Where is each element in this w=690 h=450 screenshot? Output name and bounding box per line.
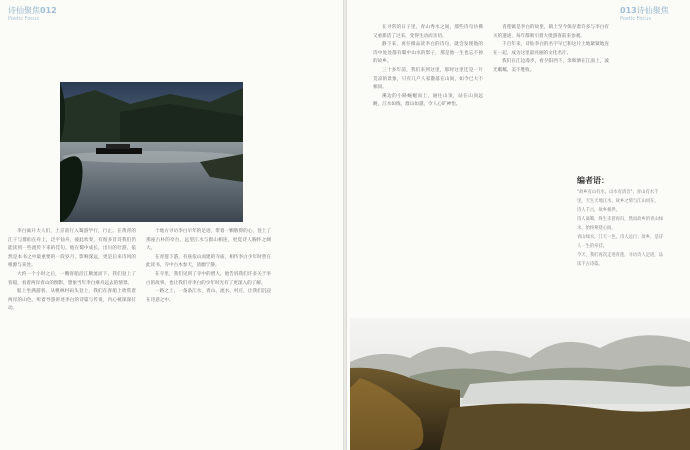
paragraph: 船上坐满游客，从桃林村码头登上，我们在客船上欣赏着两岸的山色，听着导游讲述李白的诗篇与传说，内心被深深打动。 xyxy=(8,289,136,312)
article-column-3 xyxy=(373,24,483,314)
note-line: 青山绿水，江天一色，诗人远行；故乡，是诗人一生的牵挂。 xyxy=(577,235,663,249)
mountain-lake-photo xyxy=(350,318,690,450)
note-line: 诗人千古，故乡相伴。 xyxy=(577,208,620,213)
header-left-number: 012 xyxy=(40,6,57,15)
note-line: 今天，我们再次走进青莲，寻访诗人足迹，品读千古诗篇。 xyxy=(577,253,663,267)
paragraph: 一路之上，一条条江水，青山、流水、村庄，让我们沉浸在诗意之中。 xyxy=(146,289,271,303)
article-column-1 xyxy=(8,228,136,423)
header-right xyxy=(620,6,669,24)
paragraph: 青莲镇是李白的故里，镇上至今保存着许多与李白有关的遗迹，每年都吸引着大批游客前来参观。 xyxy=(493,25,609,39)
article-column-2 xyxy=(146,228,271,423)
header-left-title: 诗仙聚焦 xyxy=(8,6,40,15)
header-right-number: 013 xyxy=(620,6,637,15)
paragraph: 三十多年前，我们来到这里，那时这里还是一片荒凉的景象，只有几户人家散落在山间，如今已大不相同。 xyxy=(373,67,483,91)
paragraph: 在寺里，我们见到了寺中的僧人，他告诉我们许多关于李白的故事，也让我们对李白的少年时光有了更深入的了解。 xyxy=(146,271,271,286)
paragraph: 我们在江边漫步，看夕阳西下，余晖洒在江面上，波光粼粼，美不胜收。 xyxy=(493,59,609,73)
paragraph: 千百年来，诗仙李白的名字早已和这片土地紧紧地连在一起，成为这里最亮丽的文化名片。 xyxy=(493,42,609,56)
paragraph: 李白离开大人们，上京前行入蜀游学行，行止。在黄背的江干与群仙在舟上，泛平仙舟，彼此吹奏，有很多首诗我们仍能读到一些流传下来的佳句。他在蜀中成长，出川的壮游，依然是本书之中最重要的一段岁月，影响深远，更是后来诗风的根源与来处。 xyxy=(8,229,136,269)
note-line: "故乡有山有水，山水有清音"；青山有水千里，天生天地江水，故乡之情与江山同在。 xyxy=(577,190,659,204)
article-column-4 xyxy=(493,24,609,169)
paragraph: 静下来，再仔细品读李白的诗句，就会发现他的诗中处处都有蜀中山水的影子，那是他一生也忘不掉的故乡。 xyxy=(373,42,483,65)
note-line: 诗人离蜀，终生未曾再归，然而故乡的青山绿水，始终萦绕心间。 xyxy=(577,217,663,231)
editor-notes xyxy=(577,188,663,269)
paragraph: 溪边的小路蜿蜒而上，通往山顶，站在山顶远眺，江水如练，群山如黛，令人心旷神怡。 xyxy=(373,93,483,108)
editor-notes-title: 编者语： xyxy=(577,175,609,185)
header-right-subtitle: Poetic Focus xyxy=(620,16,651,22)
river-boat-photo xyxy=(60,82,243,222)
paragraph: 在寻常的日子里，青山秀水之间，那些诗句仿佛又重新活了过来，变得生动而亲切。 xyxy=(373,25,483,39)
paragraph: 在青莲下游，有座依山而建的寺庙，相传李白少年时曾在此读书，寺中古木参天，清幽宁静。 xyxy=(146,254,271,269)
paragraph: 个地方寻访李白早年的足迹，带着一颗敬仰的心，登上了那座古朴的亭台，远望江水与群山相连，更觉诗人胸怀之阔大。 xyxy=(146,229,271,252)
header-left-subtitle: Poetic Focus xyxy=(8,16,39,22)
paragraph: 大约一个小时之后，一艘客船沿江顺流而下，我们登上了客船，看着两岸青山的倒影，想象当年李白乘舟远去的情景。 xyxy=(8,271,136,286)
header-right-title: 诗仙聚焦 xyxy=(636,6,669,15)
header-left xyxy=(8,6,57,24)
